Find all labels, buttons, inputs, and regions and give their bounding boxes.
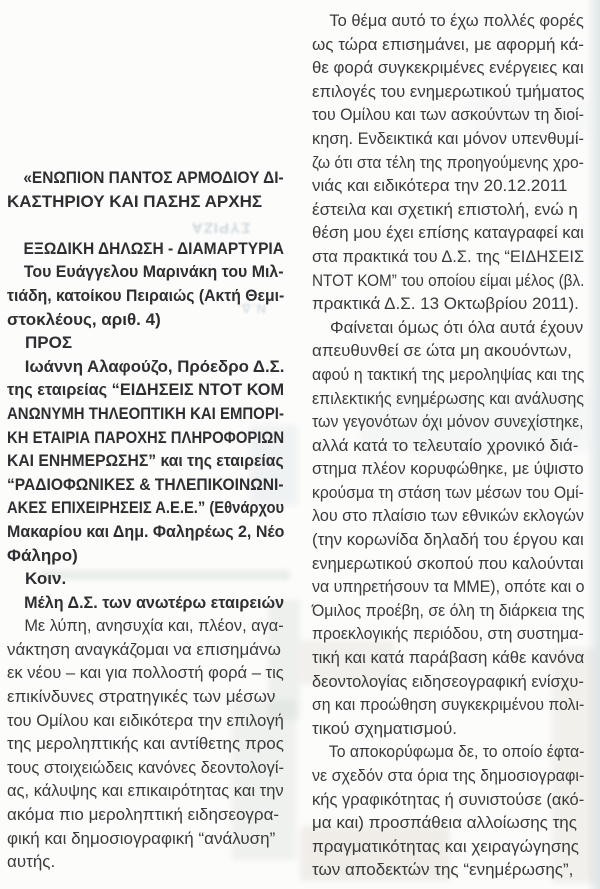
text-line: στοκλέους, αριθ. 4)	[7, 309, 161, 329]
text-line: Όμιλος προέβη, σε όλη τη διάρκεια της	[312, 600, 585, 620]
text-line: φική και δημοσιογραφική “ανάλυση”	[7, 828, 276, 848]
text-line: Φάληρο)	[7, 545, 78, 565]
text-line: Το θέμα αυτό το έχω πολλές φορές	[329, 11, 584, 30]
text-line: ζω ότι στα τέλη της προηγούμενης χρο-	[312, 152, 584, 172]
text-line: αφού η τακτική της μεροληψίας και της	[312, 364, 585, 384]
text-line: Με λύπη, ανησυχία και, πλέον, αγα-	[24, 616, 284, 636]
bold-text-block	[7, 166, 284, 213]
text-line: έστειλα και σχετική επιστολή, ενώ η	[312, 199, 578, 219]
bold-text-block	[7, 591, 284, 615]
text-line: επικίνδυνες στρατηγικές των μέσων	[7, 687, 276, 707]
text-line: κηση. Ενδεικτικά και μόνον υπενθυμί-	[312, 128, 584, 148]
text-line: θε φορά συγκεκριμένες ενέργειες και	[312, 58, 584, 78]
text-line: «ΕΝΩΠΙΟΝ ΠΑΝΤΟΣ ΑΡΜΟΔΙΟΥ ΔΙ-	[23, 168, 284, 187]
text-line: προεκλογικής περιόδου, στη συστημα-	[312, 624, 584, 644]
text-line: τιάδη, κατοίκου Πειραιώς (Ακτή Θεμι-	[7, 285, 285, 305]
text-line: μα και) προσπάθεια αλλοίωσης της	[312, 813, 577, 833]
text-line: στημα πλέον κορυφώθηκε, με ύψιστο	[312, 459, 584, 479]
body-paragraph	[312, 740, 584, 882]
text-line: ΑΚΕΣ ΕΠΙΧΕΙΡΗΣΕΙΣ Α.Ε.Ε.” (Εθνάρχου	[7, 498, 285, 518]
text-line: των αποδεκτών της “ενημέρωσης”,	[312, 860, 574, 880]
text-line: πρακτικά Δ.Σ. 13 Οκτωβρίου 2011).	[312, 294, 579, 314]
text-line: ΝΤΟΤ ΚΟΜ” του οποίου είμαι μέλος (βλ.	[312, 270, 585, 290]
text-line: να υπηρετήσουν τα ΜΜΕ), οπότε και ο	[312, 577, 585, 597]
text-line: ΠΡΟΣ	[25, 333, 73, 353]
bold-text-block	[7, 260, 284, 331]
text-line: κής γραφικότητας ή συνιστούσε (ακό-	[312, 789, 585, 809]
paragraph-gap	[7, 213, 284, 237]
text-line: νάκτηση αναγκάζομαι να επισημάνω	[7, 639, 281, 659]
text-line: ΚΗ ΕΤΑΙΡΙΑ ΠΑΡΟΧΗΣ ΠΛΗΡΟΦΟΡΙΩΝ	[7, 427, 285, 447]
body-paragraph	[312, 316, 584, 741]
text-line: Του Ευάγγελου Μαρινάκη του Μιλ-	[23, 262, 284, 282]
body-paragraph	[7, 614, 284, 874]
bold-text-block	[7, 355, 284, 567]
text-line: ως τώρα επισημάνει, με αφορμή κά-	[312, 34, 584, 54]
text-line: εκ νέου – και για πολλοστή φορά – τις	[7, 663, 284, 683]
text-line: τους στοιχειώδεις κανόνες δεοντολογί-	[7, 757, 284, 777]
article-column-right	[312, 9, 584, 882]
body-paragraph	[312, 9, 584, 316]
text-line: ΚΑΣΤΗΡΙΟΥ ΚΑΙ ΠΑΣΗΣ ΑΡΧΗΣ	[7, 191, 263, 211]
bold-text-block	[7, 567, 284, 591]
text-line: θέση μου έχει επίσης καταγραφεί και	[312, 223, 584, 243]
text-line: Ιωάννη Αλαφούζο, Πρόεδρο Δ.Σ.	[24, 356, 285, 376]
text-line: του Ομίλου και ειδικότερα την επιλογή	[7, 710, 284, 730]
text-line: των γεγονότων όχι μόνον συνεχίστηκε,	[312, 412, 584, 432]
text-line: επιλεκτικής ενημέρωσης και ανάλυσης	[312, 388, 585, 408]
bold-text-block	[7, 237, 284, 261]
text-line: ση και προώθηση συγκεκριμένου πολι-	[312, 695, 585, 715]
text-line: αλλά κατά το τελευταίο χρονικό διά-	[312, 435, 579, 455]
text-line: νε σχεδόν στα όρια της δημοσιογραφι-	[312, 766, 585, 785]
text-line: Το αποκορύφωμα δε, το οποίο έφτα-	[328, 742, 585, 762]
text-line: ακόμα πιο μεροληπτική ειδησεογρα-	[7, 805, 280, 825]
text-line: δεοντολογίας ειδησεογραφική ενίσχυ-	[312, 671, 584, 691]
text-line: απευθυνθεί σε ώτα μη ακουόντων,	[312, 341, 572, 361]
text-line: ΑΝΩΝΥΜΗ ΤΗΛΕΟΠΤΙΚΗ ΚΑΙ ΕΜΠΟΡΙ-	[7, 403, 284, 423]
bleed-through-fragment-label: ΣΥΡΙΖΑ	[190, 219, 250, 236]
text-line: του Ομίλου και των ασκούντων τη διοί-	[312, 105, 584, 125]
bleed-through-fragment-label: Ν.Δ.	[236, 301, 266, 316]
text-line: Μέλη Δ.Σ. των ανωτέρω εταιρειών	[24, 592, 285, 612]
text-line: Μακαρίου και Δημ. Φαληρέως 2, Νέο	[7, 521, 285, 541]
text-line: της μεροληπτικής και αντίθετης προς	[7, 734, 284, 754]
text-line: πραγματικότητας και χειραγώγησης	[312, 836, 580, 856]
text-line: κρούσμα τη στάση των μέσων του Ομί-	[312, 482, 584, 502]
text-line: ας, κάλυψης και επικαιρότητας και την	[7, 781, 284, 801]
text-line: της εταιρείας “ΕΙΔΗΣΕΙΣ ΝΤΟΤ ΚΟΜ	[7, 380, 285, 400]
text-line: “ΡΑΔΙΟΦΩΝΙΚΕΣ & ΤΗΛΕΠΙΚΟΙΝΩΝΙ-	[7, 474, 284, 494]
text-line: Φαίνεται όμως ότι όλα αυτά έχουν	[330, 317, 584, 337]
text-line: ΚΑΙ ΕΝΗΜΕΡΩΣΗΣ” και της εταιρείας	[7, 451, 284, 471]
text-line: ενημερωτικού σκοπού που καλούνται	[312, 553, 584, 573]
article-column-left	[7, 166, 284, 874]
text-line: νιάς και ειδικότερα την 20.12.2011	[312, 176, 568, 196]
text-line: αυτής.	[7, 852, 56, 872]
scan-right-edge-shadow	[586, 0, 600, 889]
text-line: λου στο πλαίσιο των εθνικών εκλογών	[312, 506, 585, 526]
text-line: τικού σχηματισμού.	[312, 718, 458, 738]
text-line: ΕΞΩΔΙΚΗ ΔΗΛΩΣΗ - ΔΙΑΜΑΡΤΥΡΙΑ	[23, 238, 284, 258]
text-line: στα πρακτικά του Δ.Σ. της “ΕΙΔΗΣΕΙΣ	[312, 246, 585, 266]
text-line: (την κορωνίδα δηλαδή του έργου και	[312, 530, 584, 550]
text-line: επιλογές του ενημερωτικού τμήματος	[312, 81, 585, 101]
text-line: τική και κατά παράβαση κάθε κανόνα	[312, 648, 585, 668]
bold-text-block	[7, 331, 284, 355]
text-line: Κοιν.	[25, 569, 67, 589]
